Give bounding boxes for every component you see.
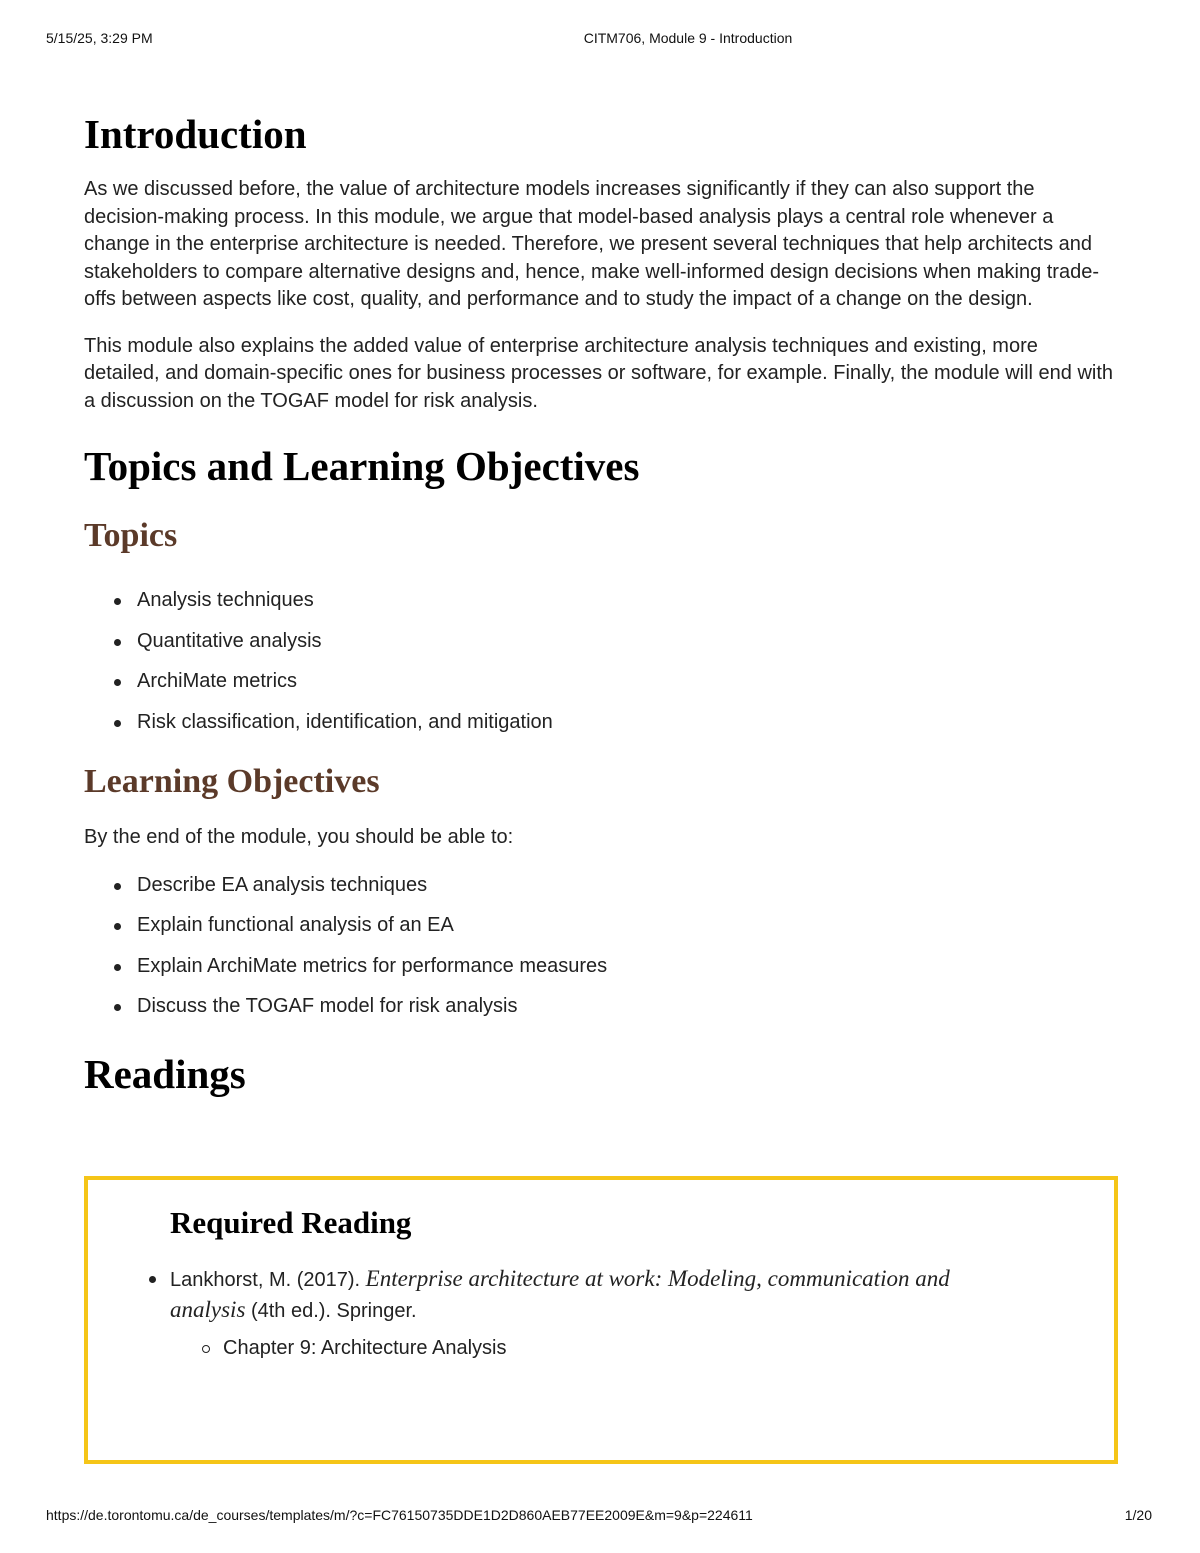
learning-objectives-heading: Learning Objectives: [84, 762, 380, 800]
learning-objectives-list: [84, 872, 1118, 1021]
reading-chapter: [223, 1335, 506, 1362]
list-item: [84, 709, 1118, 736]
bullet-icon: [114, 720, 121, 727]
bullet-icon: [114, 639, 121, 646]
book-title-continued: analysis: [170, 1297, 246, 1322]
topics-objectives-heading: Topics and Learning Objectives: [84, 443, 640, 490]
list-item: [84, 912, 1118, 939]
bullet-icon: [114, 883, 121, 890]
bullet-icon: [114, 964, 121, 971]
introduction-paragraph-2: This module also explains the added value of enterprise architecture analysis techniques and existing, more detailed, and domain-specific ones for business processes or software, for example. Finally, the module will end with a discussion on the TOGAF model for risk analysis.: [84, 334, 1114, 412]
list-item: [84, 953, 1118, 980]
bullet-icon: [149, 1276, 156, 1283]
introduction-heading: Introduction: [84, 111, 307, 157]
book-title: Enterprise architecture at work: Modeling, communication and: [365, 1266, 950, 1291]
print-header: [0, 30, 1200, 48]
chapter-text: Chapter 9: Architecture Analysis: [223, 1337, 507, 1359]
learning-objectives-intro: By the end of the module, you should be able to:: [84, 826, 514, 849]
topic-text: Analysis techniques: [137, 589, 314, 612]
print-footer: [0, 1507, 1200, 1525]
required-reading-heading: Required Reading: [170, 1205, 412, 1240]
objective-text: Discuss the TOGAF model for risk analysis: [137, 995, 518, 1018]
readings-heading: Readings: [84, 1051, 246, 1098]
objective-text: Explain functional analysis of an EA: [137, 914, 454, 937]
bullet-icon: [114, 598, 121, 605]
reading-reference: [170, 1264, 1040, 1326]
page-number: 1/20: [1124, 1507, 1152, 1523]
circle-bullet-icon: [202, 1345, 210, 1353]
topic-text: Quantitative analysis: [137, 629, 322, 652]
list-item: [84, 872, 1118, 899]
list-item: [84, 993, 1118, 1020]
topics-heading: Topics: [84, 517, 178, 555]
topic-text: ArchiMate metrics: [137, 670, 298, 693]
print-datetime: 5/15/25, 3:29 PM: [46, 30, 153, 46]
list-item: [84, 587, 1118, 614]
print-page-title: CITM706, Module 9 - Introduction: [583, 30, 793, 46]
introduction-paragraph-1: As we discussed before, the value of architecture models increases significantly if they can also support the decision-making process. In this module, we argue that model-based analysis plays a central role whenever a change in the enterprise architecture is needed. Therefore, we present several techniques that help architects and stakeholders to compare alternative designs and, hence, make well-informed design decisions when making trade-offs between aspects like cost, quality, and performance and to study the impact of a change on the design.: [84, 178, 1099, 311]
objective-text: Explain ArchiMate metrics for performance measures: [137, 954, 608, 977]
bullet-icon: [114, 679, 121, 686]
bullet-icon: [114, 1004, 121, 1011]
reference-edition: (4th ed.). Springer.: [245, 1300, 417, 1322]
topics-list: [84, 587, 1118, 736]
main-content: [84, 104, 1118, 1100]
page-url: https://de.torontomu.ca/de_courses/templates/m/?c=FC76150735DDE1D2D860AEB77EE2009E&m=9&p=224611: [46, 1507, 753, 1523]
list-item: [84, 628, 1118, 655]
objective-text: Describe EA analysis techniques: [137, 873, 428, 896]
reference-author: Lankhorst, M. (2017).: [170, 1269, 366, 1291]
topic-text: Risk classification, identification, and mitigation: [137, 710, 553, 733]
bullet-icon: [114, 923, 121, 930]
list-item: [84, 668, 1118, 695]
required-reading-box: [84, 1176, 1118, 1464]
